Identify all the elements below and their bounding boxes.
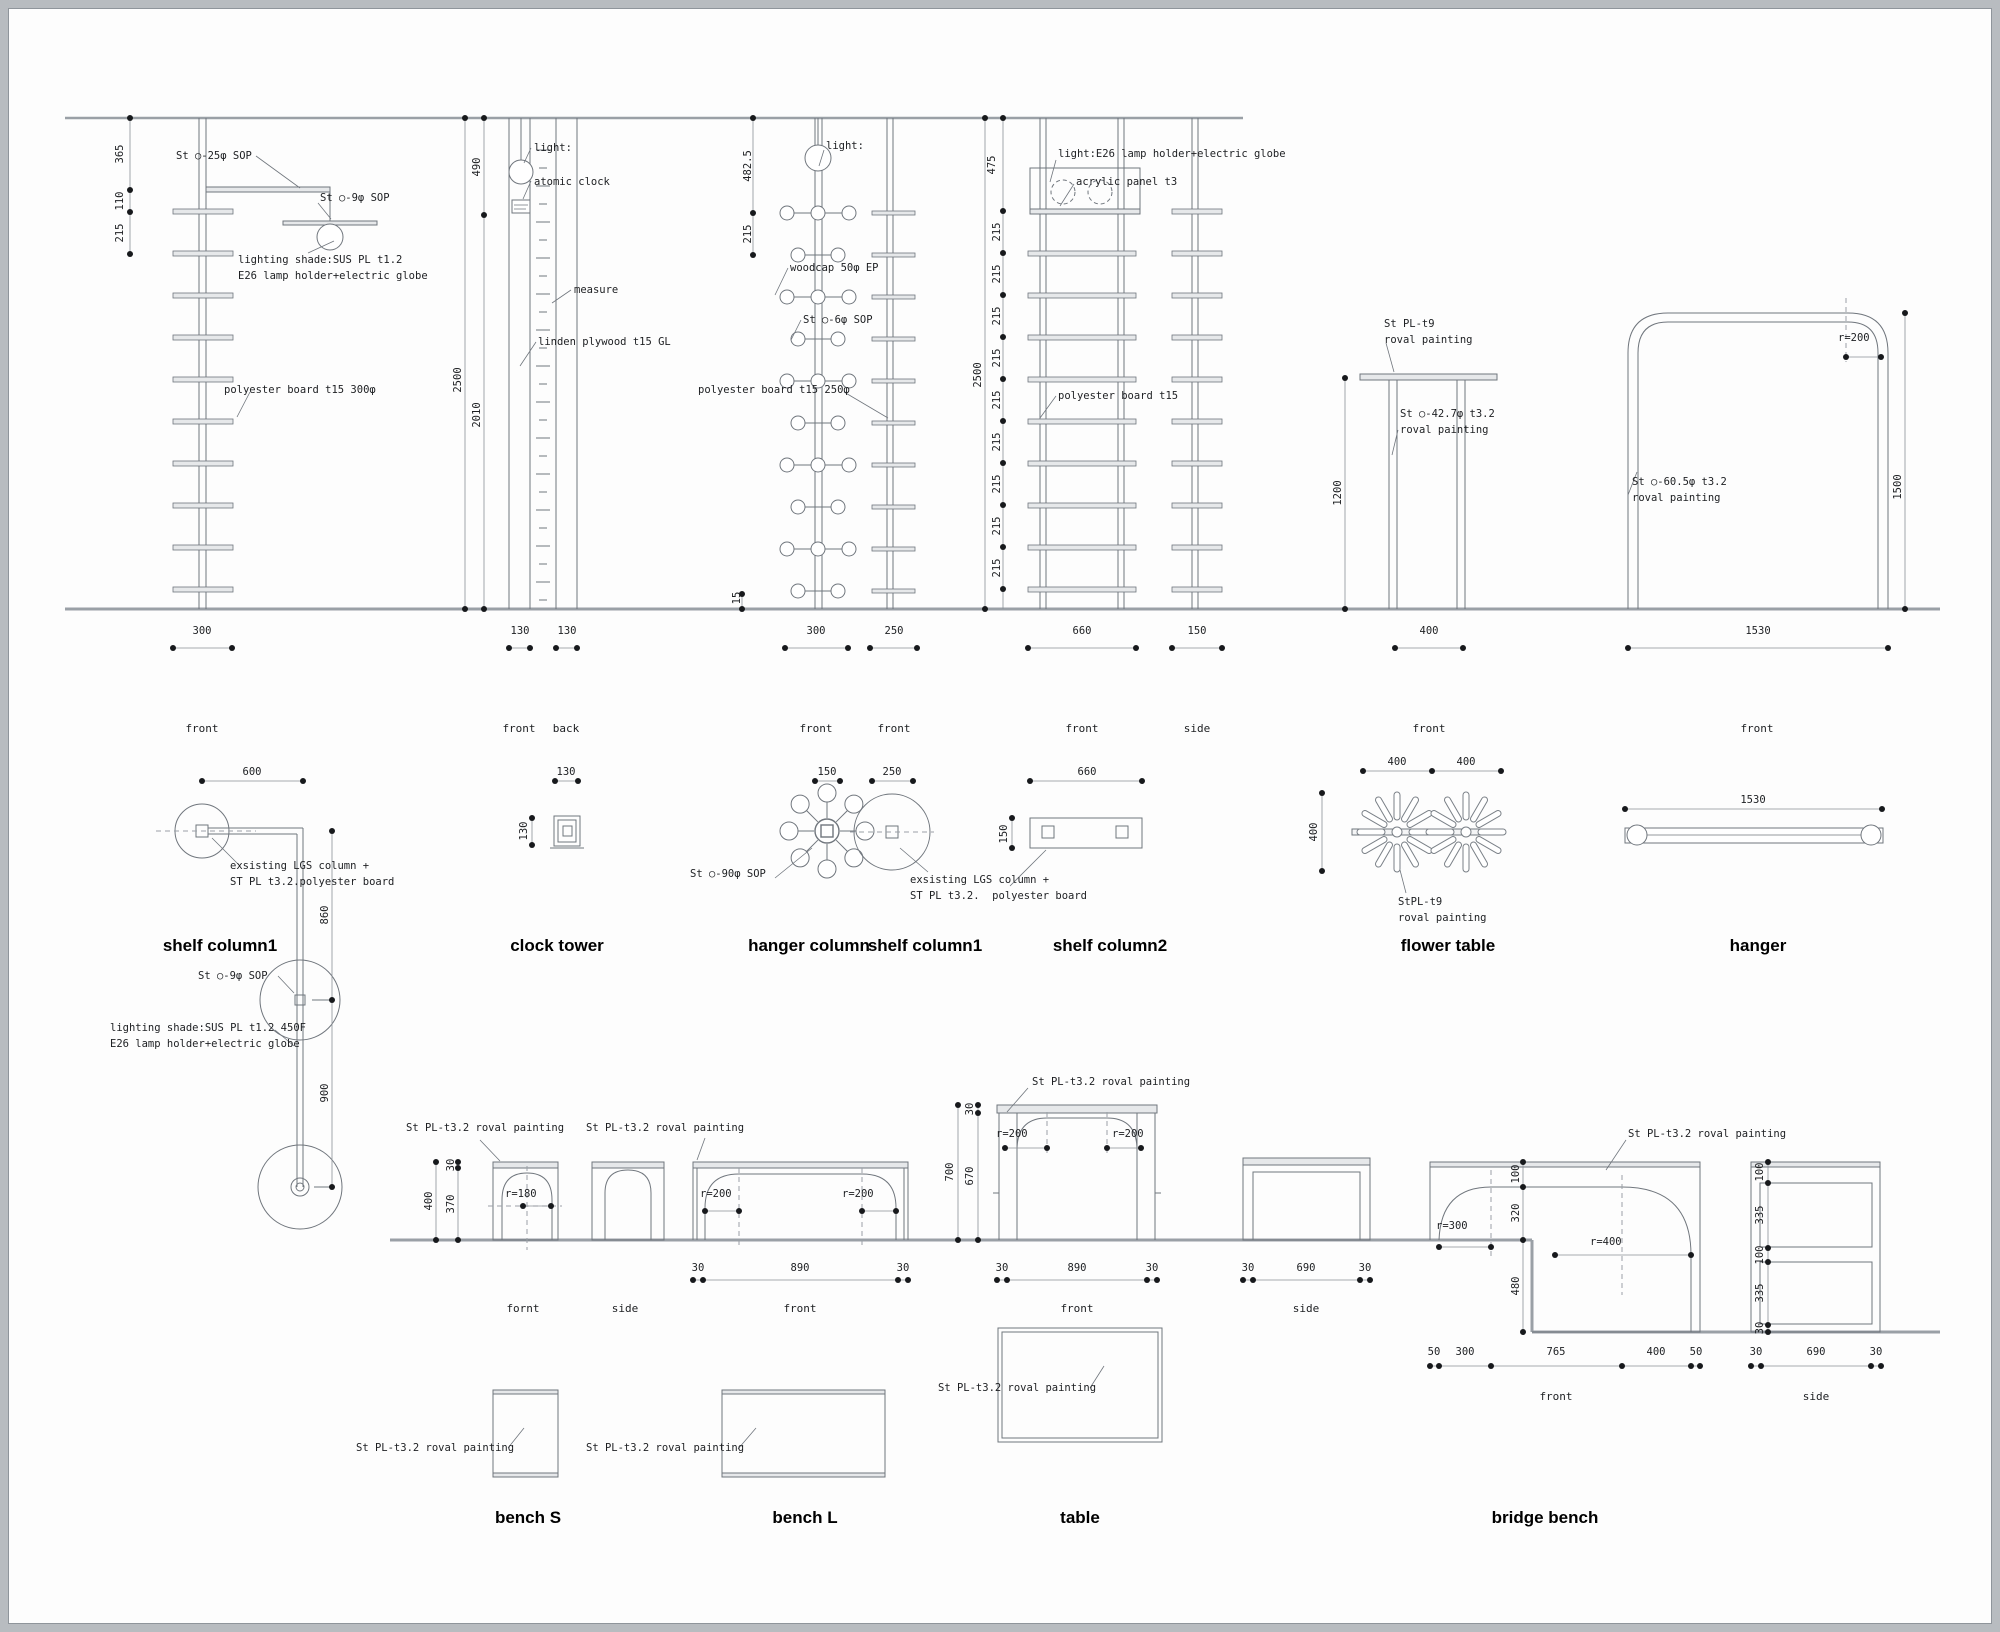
dim-215-c0: 215 [991, 222, 1003, 242]
label-flower-table: flower table [1400, 936, 1496, 955]
dim-215-c8: 215 [991, 558, 1003, 578]
view-side-bridge: side [1802, 1390, 1830, 1403]
note-stpl-t9-plan-b: roval painting [1398, 912, 1487, 924]
note-stpl32-table: St PL-t3.2 roval painting [1032, 1076, 1191, 1088]
dim-30-benchs: 30 [445, 1158, 457, 1172]
dim-365: 365 [114, 144, 126, 164]
note-stpl32-table-plan: St PL-t3.2 roval painting [938, 1382, 1097, 1394]
dim-1530-plan: 1530 [1740, 794, 1766, 806]
dim-690-ts: 690 [1296, 1262, 1316, 1274]
dim-490: 490 [471, 157, 483, 177]
dim-150-side: 150 [1187, 625, 1207, 637]
label-hanger: hanger [1729, 936, 1787, 955]
dim-890-tf: 890 [1067, 1262, 1087, 1274]
dim-2010: 2010 [471, 402, 483, 428]
dim-765-bb: 765 [1546, 1346, 1566, 1358]
dim-130-front: 130 [510, 625, 530, 637]
note-light-hanger: light: [826, 140, 864, 152]
view-side-benchs: side [611, 1302, 639, 1315]
dim-4825: 482.5 [742, 150, 754, 182]
dim-2500-2: 2500 [972, 362, 984, 388]
note-stpl-t9-a: St PL-t9 [1384, 318, 1435, 330]
dim-30-ts2: 30 [1358, 1262, 1372, 1274]
note-r200-table-2: r=200 [1112, 1128, 1144, 1140]
dim-335-bbs2: 335 [1754, 1283, 1766, 1303]
label-hanger-column: hanger column [748, 936, 870, 955]
dim-215-c6: 215 [991, 474, 1003, 494]
label-bridge-bench: bridge bench [1491, 1508, 1599, 1527]
label-table: table [1060, 1508, 1100, 1527]
dim-215-a: 215 [114, 223, 126, 243]
note-light-e26: light:E26 lamp holder+electric globe [1058, 148, 1286, 160]
note-exsisting-2a: exsisting LGS column + [910, 874, 1050, 886]
note-st427-a: St ○-42.7φ t3.2 [1400, 408, 1495, 420]
note-lighting-shade-1b: E26 lamp holder+electric globe [238, 270, 428, 282]
note-woodcap: woodcap 50φ EP [790, 262, 879, 274]
note-stpl32-benchl-plan: St PL-t3.2 roval painting [586, 1442, 745, 1454]
note-stpl32-bridge: St PL-t3.2 roval painting [1628, 1128, 1787, 1140]
note-stpl-t9-b: roval painting [1384, 334, 1473, 346]
dim-860: 860 [319, 905, 331, 925]
dim-30-tf2: 30 [1145, 1262, 1159, 1274]
note-exsisting-1b: ST PL t3.2.polyester board [230, 876, 395, 888]
note-st25-sop: St ○-25φ SOP [176, 150, 252, 162]
dim-480-bbf: 480 [1510, 1276, 1522, 1296]
note-r200-table-1: r=200 [996, 1128, 1028, 1140]
dim-110: 110 [114, 191, 126, 211]
dim-1200: 1200 [1332, 480, 1344, 506]
label-shelf-column2: shelf column2 [1052, 936, 1168, 955]
note-lighting-shade-1a: lighting shade:SUS PL t1.2 [238, 254, 403, 266]
dim-215-c4: 215 [991, 390, 1003, 410]
dim-215-c3: 215 [991, 348, 1003, 368]
note-r200-benchl-1: r=200 [700, 1188, 732, 1200]
dim-300-2: 300 [806, 625, 826, 637]
note-stpl32-benchl: St PL-t3.2 roval painting [586, 1122, 745, 1134]
note-r200-benchl-2: r=200 [842, 1188, 874, 1200]
view-front-2: front [502, 722, 536, 735]
dim-15: 15 [731, 591, 743, 605]
dim-250-plan: 250 [882, 766, 902, 778]
dim-400-bb: 400 [1646, 1346, 1666, 1358]
note-linden: linden plywood t15 GL [538, 336, 671, 348]
note-polyester-250: polyester board t15 250φ [698, 384, 850, 396]
dim-30-bl2: 30 [896, 1262, 910, 1274]
dim-700-table: 700 [944, 1162, 956, 1182]
note-st6-sop: St ○-6φ SOP [803, 314, 873, 326]
view-front-6: front [1412, 722, 1446, 735]
label-shelf-column1-2: shelf column1 [867, 936, 983, 955]
dim-30-tf1: 30 [995, 1262, 1009, 1274]
dim-1530-hanger: 1530 [1745, 625, 1771, 637]
dim-50-bb1: 50 [1427, 1346, 1441, 1358]
dim-215-b: 215 [742, 224, 754, 244]
view-side-table: side [1292, 1302, 1320, 1315]
note-polyester-t15: polyester board t15 [1058, 390, 1179, 402]
dim-100-bbf1: 100 [1510, 1164, 1522, 1184]
dim-475: 475 [986, 155, 998, 175]
note-light-clock: light: [534, 142, 572, 154]
dim-150-planv: 150 [998, 824, 1010, 844]
dim-320-bbf: 320 [1510, 1203, 1522, 1223]
dim-215-c7: 215 [991, 516, 1003, 536]
note-st427-b: roval painting [1400, 424, 1489, 436]
dim-215-c5: 215 [991, 432, 1003, 452]
view-side-1: side [1183, 722, 1211, 735]
label-bench-l: bench L [772, 1508, 838, 1527]
note-exsisting-1a: exsisting LGS column + [230, 860, 370, 872]
view-front-table: front [1060, 1302, 1094, 1315]
dim-130-back: 130 [557, 625, 577, 637]
dim-30-ts1: 30 [1241, 1262, 1255, 1274]
dim-670-table: 670 [964, 1166, 976, 1186]
note-atomic-clock: atomic clock [534, 176, 610, 188]
dim-600-plan: 600 [242, 766, 262, 778]
dim-400-plan-a: 400 [1387, 756, 1407, 768]
note-r300: r=300 [1436, 1220, 1468, 1232]
label-shelf-column1: shelf column1 [162, 936, 278, 955]
dim-660-front: 660 [1072, 625, 1092, 637]
dim-690-bs: 690 [1806, 1346, 1826, 1358]
note-exsisting-2b: ST PL t3.2. polyester board [910, 890, 1088, 902]
note-lighting-shade-2a: lighting shade:SUS PL t1.2 450F [110, 1022, 306, 1034]
note-st605-b: roval painting [1632, 492, 1721, 504]
view-back: back [552, 722, 580, 735]
dim-400-benchs: 400 [423, 1191, 435, 1211]
dim-30-bs1: 30 [1749, 1346, 1763, 1358]
dim-30-bl1: 30 [691, 1262, 705, 1274]
dim-100-bbs1: 100 [1754, 1162, 1766, 1182]
label-clock-tower: clock tower [510, 936, 604, 955]
view-front-7: front [1740, 722, 1774, 735]
view-front-benchl: front [783, 1302, 817, 1315]
dim-890-bl: 890 [790, 1262, 810, 1274]
view-front-bridge: front [1539, 1390, 1573, 1403]
note-r180: r=180 [505, 1188, 537, 1200]
note-stpl32-benchs: St PL-t3.2 roval painting [406, 1122, 565, 1134]
note-st605-a: St ○-60.5φ t3.2 [1632, 476, 1727, 488]
dim-400-planv: 400 [1308, 822, 1320, 842]
dim-130-planv: 130 [518, 821, 530, 841]
dim-215-c1: 215 [991, 264, 1003, 284]
dim-900: 900 [319, 1083, 331, 1103]
dim-130-plan: 130 [556, 766, 576, 778]
view-fornt-benchs: fornt [506, 1302, 540, 1315]
dim-50-bb2: 50 [1689, 1346, 1703, 1358]
dim-335-bbs1: 335 [1754, 1205, 1766, 1225]
dim-30-bbs: 30 [1754, 1321, 1766, 1335]
dim-1500: 1500 [1892, 474, 1904, 500]
dim-660-plan: 660 [1077, 766, 1097, 778]
note-measure: measure [574, 284, 619, 296]
note-lighting-shade-2b: E26 lamp holder+electric globe [110, 1038, 300, 1050]
dim-250-side: 250 [884, 625, 904, 637]
view-front-3: front [799, 722, 833, 735]
dim-215-c2: 215 [991, 306, 1003, 326]
note-st90-sop: St ○-90φ SOP [690, 868, 766, 880]
dim-400-plan-b: 400 [1456, 756, 1476, 768]
dim-100-bbs2: 100 [1754, 1245, 1766, 1265]
label-bench-s: bench S [494, 1508, 562, 1527]
note-stpl32-benchs-plan: St PL-t3.2 roval painting [356, 1442, 515, 1454]
note-r400: r=400 [1590, 1236, 1622, 1248]
note-st9-sop-plan: St ○-9φ SOP [198, 970, 268, 982]
dim-30-bs2: 30 [1869, 1346, 1883, 1358]
dim-400-flower: 400 [1419, 625, 1439, 637]
dim-300-1: 300 [192, 625, 212, 637]
view-front-5: front [1065, 722, 1099, 735]
view-front-4: front [877, 722, 911, 735]
dim-2500-1: 2500 [452, 367, 464, 393]
dim-30-tablev: 30 [964, 1102, 976, 1116]
dim-370-benchs: 370 [445, 1194, 457, 1214]
note-polyester-300: polyester board t15 300φ [224, 384, 376, 396]
dim-150-plan: 150 [817, 766, 837, 778]
note-st9-sop: St ○-9φ SOP [320, 192, 390, 204]
view-front-1: front [185, 722, 219, 735]
note-stpl-t9-plan-a: StPL-t9 [1398, 896, 1443, 908]
note-acrylic: acrylic panel t3 [1076, 176, 1178, 188]
dim-300-bb: 300 [1455, 1346, 1475, 1358]
note-r200-hanger: r=200 [1838, 332, 1870, 344]
